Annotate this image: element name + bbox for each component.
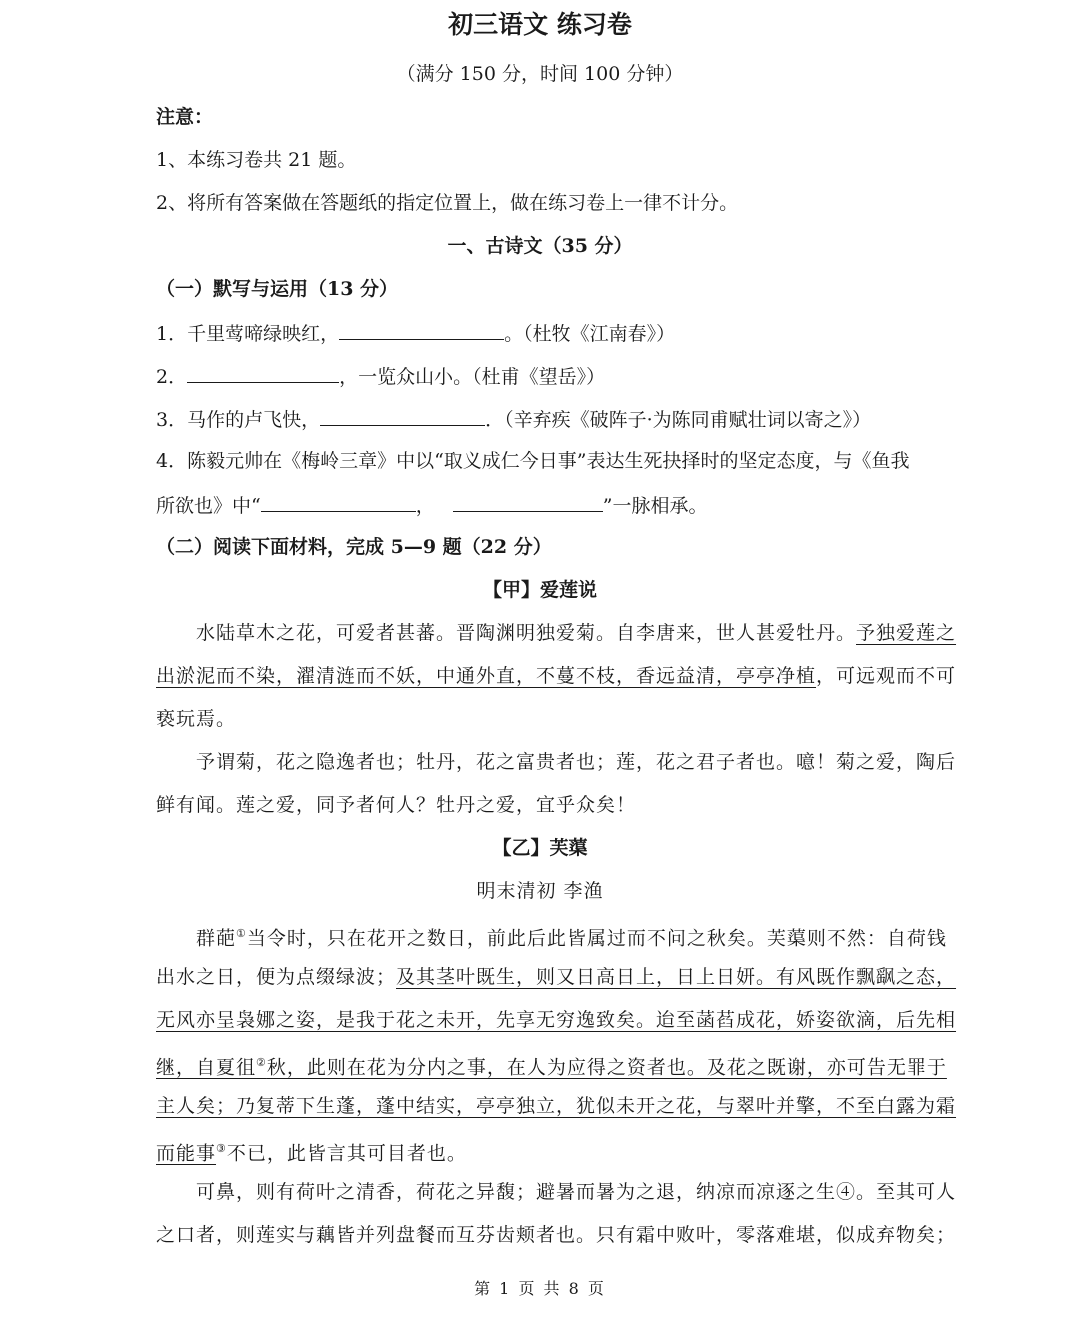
notice-item-1: 1、本练习卷共 21 题。 [156, 149, 357, 171]
yi-p1-line-1-b: 当令时，只在花开之数日，前此后此皆属过而不问之秋矣。芙蕖则不然：自荷钱 [246, 927, 947, 950]
jia-p1-line-3: 亵玩焉。 [156, 708, 237, 730]
question-4-pre: 所欲也》中“ [156, 495, 261, 517]
page-subtitle: （满分 150 分，时间 100 分钟） [396, 63, 684, 85]
jia-p2-line-2: 鲜有闻。莲之爱，同予者何人？牡丹之爱，宜乎众矣！ [156, 794, 637, 816]
notice-item-2: 2、将所有答案做在答题纸的指定位置上，做在练习卷上一律不计分。 [156, 192, 739, 214]
yi-p1-line-6-a: 而能事 [156, 1142, 217, 1165]
yi-p2-line-1: 可鼻，则有荷叶之清香，荷花之异馥；避暑而暑为之退，纳凉而凉逐之生④。至其可人 [196, 1181, 957, 1203]
jia-underlined-text: 出淤泥而不染，濯清涟而不妖，中通外直，不蔓不枝，香远益清，亭亭净植 [156, 665, 817, 687]
jia-p1-line-1 [156, 620, 957, 646]
part1-heading: （一）默写与运用（13 分） [156, 278, 399, 300]
question-1 [156, 319, 926, 347]
question-2-pre: 2． [156, 366, 188, 388]
yi-p2-line-2: 之口者，则莲实与藕皆并列盘餐而互芬齿颊者也。只有霜中败叶，零落难堪，似成弃物矣； [156, 1224, 957, 1246]
answer-blank-3[interactable] [320, 405, 485, 426]
question-2-post: ，一览众山小。（杜甫《望岳》） [339, 366, 606, 388]
answer-blank-1[interactable] [339, 319, 504, 340]
jia-underlined-text: 予独爱莲之 [856, 622, 957, 644]
jia-p1-line-1-text: 水陆草木之花，可爱者甚蕃。晋陶渊明独爱菊。自李唐来，世人甚爱牡丹。 [196, 622, 857, 644]
yi-p1-line-1-a: 群葩 [196, 927, 237, 950]
question-4-post: ”一脉相承。 [602, 495, 708, 517]
yi-p1-line-1 [156, 921, 947, 951]
yi-p1-line-4 [156, 1050, 947, 1080]
answer-blank-4a[interactable] [261, 491, 416, 512]
yi-p1-line-3: 无风亦呈袅娜之姿，是我于花之未开，先享无穷逸致矣。迨至菡萏成花，娇姿欲滴，后先相 [156, 1009, 957, 1031]
yi-underlined-text: 及其茎叶既生，则又日高日上，日上日妍。有风既作飘飖之态， [396, 966, 957, 988]
jia-p1-line-2-text: ，可远观而不可 [816, 665, 957, 687]
jia-p2-line-1: 予谓菊，花之隐逸者也；牡丹，花之富贵者也；莲，花之君子者也。噫！菊之爱，陶后 [196, 751, 957, 773]
answer-blank-4b[interactable] [453, 491, 603, 512]
page-footer: 第 1 页 共 8 页 [474, 1279, 606, 1298]
yi-p1-line-4-b: 秋，此则在花为分内之事，在人为应得之资者也。及花之既谢，亦可告无罪于 [266, 1056, 947, 1079]
yi-p1-line-5: 主人矣；乃复蒂下生蓬，蓬中结实，亭亭独立，犹似未开之花，与翠叶并擎，不至白露为霜 [156, 1095, 957, 1117]
yi-p1-line-6 [156, 1136, 926, 1166]
passage-jia-title: 【甲】爱莲说 [482, 579, 597, 601]
question-1-post: 。（杜牧《江南春》） [504, 323, 676, 345]
passage-yi-author: 明末清初 李渔 [476, 880, 604, 902]
footnote-marker-3: ③ [216, 1142, 227, 1155]
part2-heading: （二）阅读下面材料，完成 5—9 题（22 分） [156, 536, 552, 558]
question-4-line-2 [156, 491, 926, 519]
footnote-marker-1: ① [236, 927, 247, 940]
yi-p1-line-4-a: 继，自夏徂 [156, 1056, 257, 1079]
question-4-mid: ， [415, 495, 435, 517]
yi-p1-line-6-b: 不已，此皆言其可目者也。 [226, 1142, 467, 1165]
yi-p1-line-2 [156, 964, 957, 990]
passage-yi-title: 【乙】芙蕖 [492, 837, 588, 859]
question-1-pre: 1．千里莺啼绿映红， [156, 323, 340, 345]
yi-p1-line-2-text: 出水之日，便为点缀绿波； [156, 966, 397, 988]
question-4-line-1: 4．陈毅元帅在《梅岭三章》中以“取义成仁今日事”表达生死抉择时的坚定态度，与《鱼我 [156, 450, 910, 472]
section-heading: 一、古诗文（35 分） [447, 235, 633, 257]
footnote-marker-2: ② [256, 1056, 267, 1069]
question-3-pre: 3．马作的卢飞快， [156, 409, 321, 431]
question-3 [156, 405, 926, 433]
page-title: 初三语文 练习卷 [448, 10, 632, 39]
notice-label: 注意： [156, 106, 214, 128]
jia-p1-line-2 [156, 663, 957, 689]
answer-blank-2[interactable] [187, 362, 339, 383]
question-2 [156, 362, 926, 390]
question-3-post: ．（辛弃疾《破阵子·为陈同甫赋壮词以寄之》） [485, 409, 872, 431]
